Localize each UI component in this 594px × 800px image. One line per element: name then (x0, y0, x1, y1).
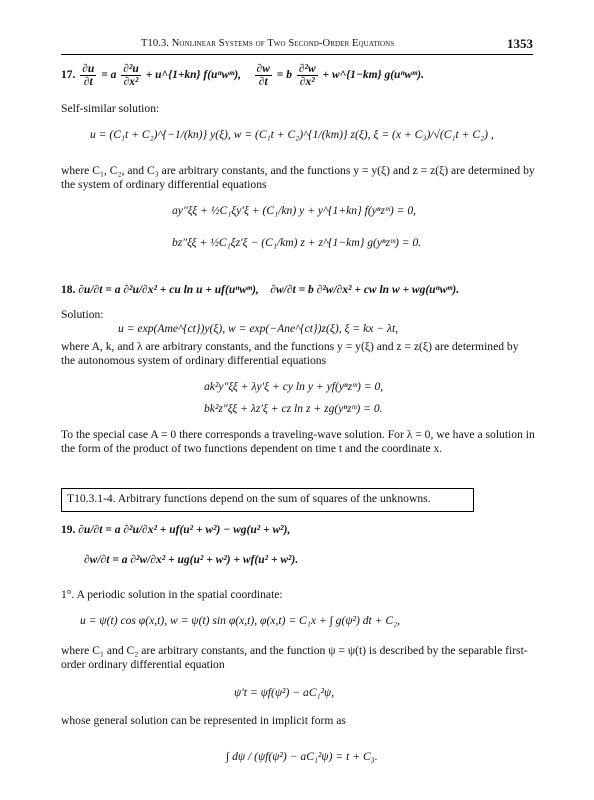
equation-19b (84, 554, 298, 566)
solution-19: u = ψ(t) cos φ(x,t), w = ψ(t) sin φ(x,t), φ(x,t) = C₁x + ∫ g(ψ²) dt + C₂, (80, 614, 401, 627)
header-rule (61, 54, 533, 55)
running-header (61, 37, 533, 53)
header-title: T10.3. Nonlinear Systems of Two Second-Order Equations (141, 38, 395, 49)
ode-18b: bk²z″ξξ + λz′ξ + cz ln z + zg(yⁿzᵐ) = 0. (204, 402, 383, 415)
implicit-text: whose general solution can be represented in implicit form as (61, 714, 346, 727)
equation-18: 18. ∂u/∂t = a ∂²u/∂x² + cu ln u + uf(uⁿwᵐ), ∂w/∂t = b ∂²w/∂x² + cw ln w + wg(uⁿwᵐ). (61, 284, 460, 296)
eq18-second: ∂w/∂t = b ∂²w/∂x² + cw ln w + wg(uⁿwᵐ). (270, 284, 460, 296)
final-integral: ∫ dψ / (ψf(ψ²) − aC₁²ψ) = t + C₃. (226, 750, 378, 763)
special-case: To the special case A = 0 there corresponds a traveling-wave solution. For λ = 0, we have a solution in the form of the product of two functions dependent on time t and the coordinate x. (61, 428, 535, 455)
ode-18a: ak²y″ξξ + λy′ξ + cy ln y + yf(yⁿzᵐ) = 0, (204, 380, 384, 393)
solution-label: Solution: (61, 308, 104, 321)
where-19: where C₁ and C₂ are arbitrary constants, and the function ψ = ψ(t) is described by the separable first-order ordinary differential equation (61, 644, 528, 671)
equation-number: 17. (61, 69, 76, 82)
where-18: where A, k, and λ are arbitrary constants, and the functions y = y(ξ) and z = z(ξ) are determined by the autonomous system of ordinary differential equations (61, 340, 519, 367)
eq19-second: ∂w/∂t = a ∂²w/∂x² + ug(u² + w²) + wf(u² + w²). (84, 554, 299, 566)
page-number: 1353 (507, 36, 533, 51)
eq18-first: ∂u/∂t = a ∂²u/∂x² + cu ln u + uf(uⁿwᵐ), (78, 284, 259, 296)
ode-17a: ay″ξξ + ½C₁ξy′ξ + (C₁/kn) y + y^{1+kn} f(yⁿzᵐ) = 0, (172, 204, 417, 217)
equation-19: 19. ∂u/∂t = a ∂²u/∂x² + uf(u² + w²) − wg(u² + w²), (61, 524, 291, 536)
eq19-first: ∂u/∂t = a ∂²u/∂x² + uf(u² + w²) − wg(u² + w²), (78, 524, 291, 536)
equation-17: 17. $\frac{\partial u}{\partial t}$ = a $\frac{\text{∂²u}}{\text{∂x²}}$ + u^{1+kn} f(uⁿwᵐ), $\frac{\partial w}{\partial t}$ = b $\frac{\text{∂²w}}{\text{∂x²}}$ + w^{1−km} g(uⁿwᵐ). (61, 63, 425, 88)
ode-17b: bz″ξξ + ½C₁ξz′ξ − (C₁/km) z + z^{1−km} g(yⁿzᵐ) = 0. (172, 236, 422, 249)
solution-17: u = (C₁t + C₂)^{−1/(kn)} y(ξ), w = (C₁t + C₂)^{1/(km)} z(ξ), ξ = (x + C₃)/√(C₁t + C₂) , (90, 128, 494, 141)
where-17: where C₁, C₂, and C₃ are arbitrary constants, and the functions y = y(ξ) and z = z(ξ) are determined by the system of ordinary differential equations (61, 164, 535, 191)
ode-19: ψ′t = ψf(ψ²) − aC₁²ψ, (234, 686, 335, 699)
solution-18: u = exp(Ame^{ct})y(ξ), w = exp(−Ane^{ct})z(ξ), ξ = kx − λt, (118, 322, 399, 335)
item-1: 1°. A periodic solution in the spatial coordinate: (61, 588, 283, 601)
section-box-label: T10.3.1-4. Arbitrary functions depend on the sum of squares of the unknowns. (67, 492, 431, 505)
eq17-lhs1: ∂u (82, 63, 95, 75)
self-similar-label: Self-similar solution: (61, 102, 160, 115)
section-box (61, 488, 474, 512)
